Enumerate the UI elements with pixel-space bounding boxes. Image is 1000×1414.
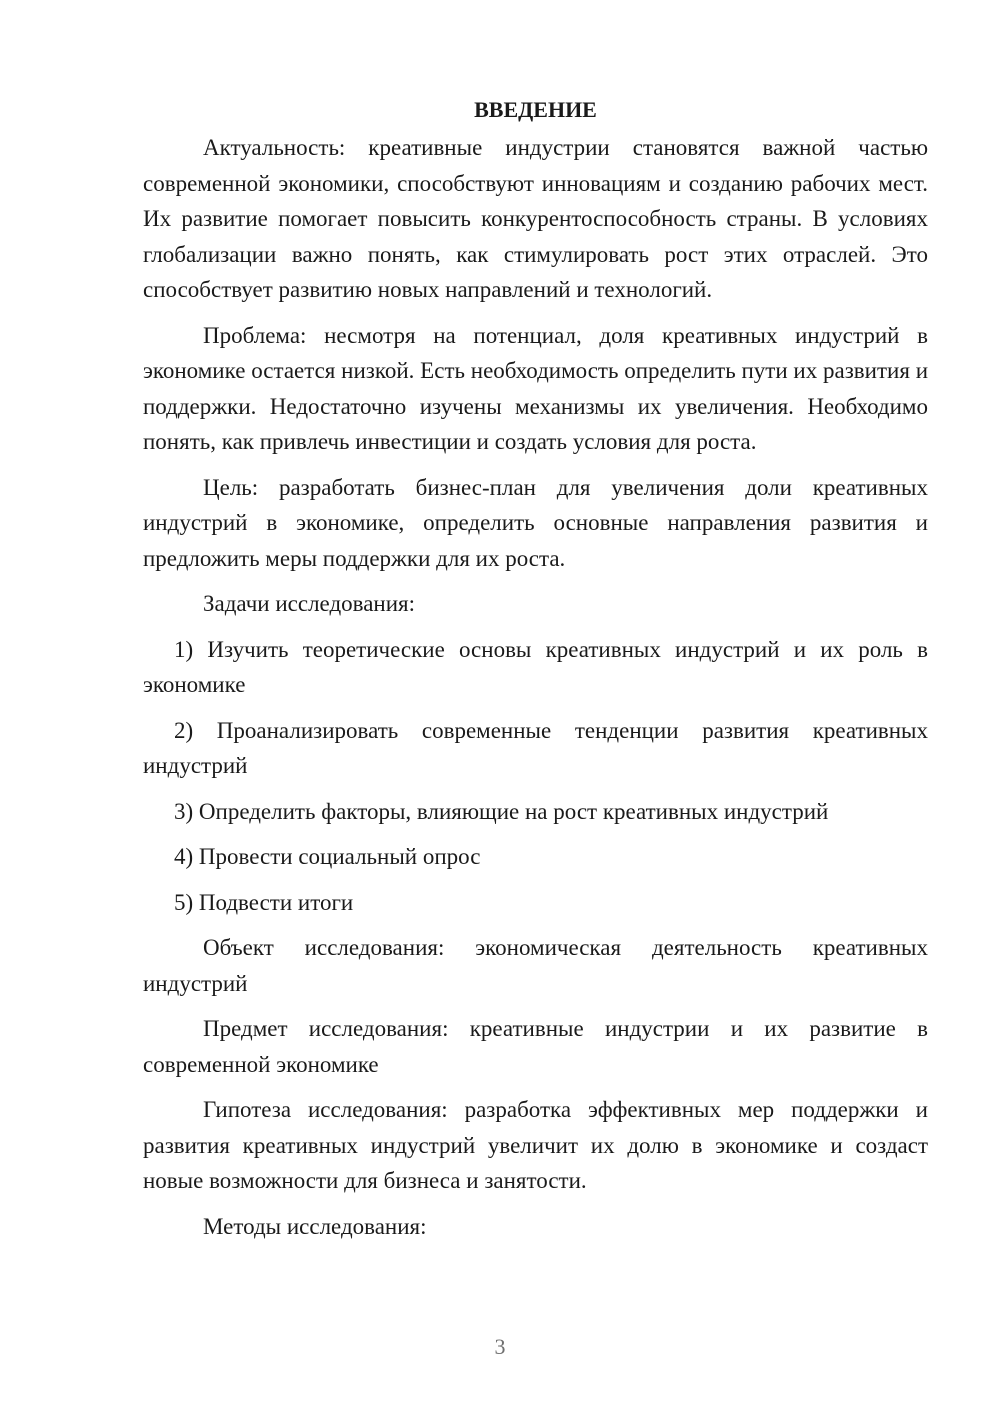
paragraph-methods: Методы исследования: — [203, 1213, 427, 1239]
paragraph-subject: Предмет исследования: креативные индустрии и их развитие в современной экономике — [143, 1016, 928, 1077]
paragraph-goal: Цель: разработать бизнес-план для увеличения доли креативных индустрий в экономике, определить основные направления развития и предложить меры поддержки для их роста. — [143, 474, 928, 571]
task-item: 3) Определить факторы, влияющие на рост креативных индустрий — [174, 798, 829, 824]
page-number: 3 — [494, 1334, 506, 1359]
task-item: 1) Изучить теоретические основы креативных индустрий и их роль в экономике — [143, 636, 928, 697]
task-item: 2) Проанализировать современные тенденции развития креативных индустрий — [143, 717, 928, 778]
paragraph-tasks-intro: Задачи исследования: — [203, 591, 416, 616]
task-item: 5) Подвести итоги — [174, 889, 354, 915]
paragraph-hypothesis: Гипотеза исследования: разработка эффективных мер поддержки и развития креативных индустрий увеличит их долю в экономике и создаст новые возможности для бизнеса и занятости. — [143, 1097, 928, 1193]
tasks-list — [143, 632, 928, 921]
section-heading: ВВЕДЕНИЕ — [474, 97, 597, 122]
page-content — [143, 92, 928, 1254]
paragraph-relevance: Актуальность: креативные индустрии становятся важной частью современной экономики, способствуют инновациям и созданию рабочих мест. Их развитие помогает повысить конкурентоспособность страны. В условиях глобализации важно понять, как стимулировать рост этих отраслей. Это способствует развитию новых направлений и технологий. — [143, 135, 928, 302]
paragraph-object: Объект исследования: экономическая деятельность креативных индустрий — [143, 935, 928, 996]
task-item: 4) Провести социальный опрос — [174, 844, 481, 869]
paragraph-problem: Проблема: несмотря на потенциал, доля креативных индустрий в экономике остается низкой. Есть необходимость определить пути их развития и поддержки. Недостаточно изучены механизмы их увеличения. Необходимо понять, как привлечь инвестиции и создать условия для роста. — [143, 322, 928, 454]
